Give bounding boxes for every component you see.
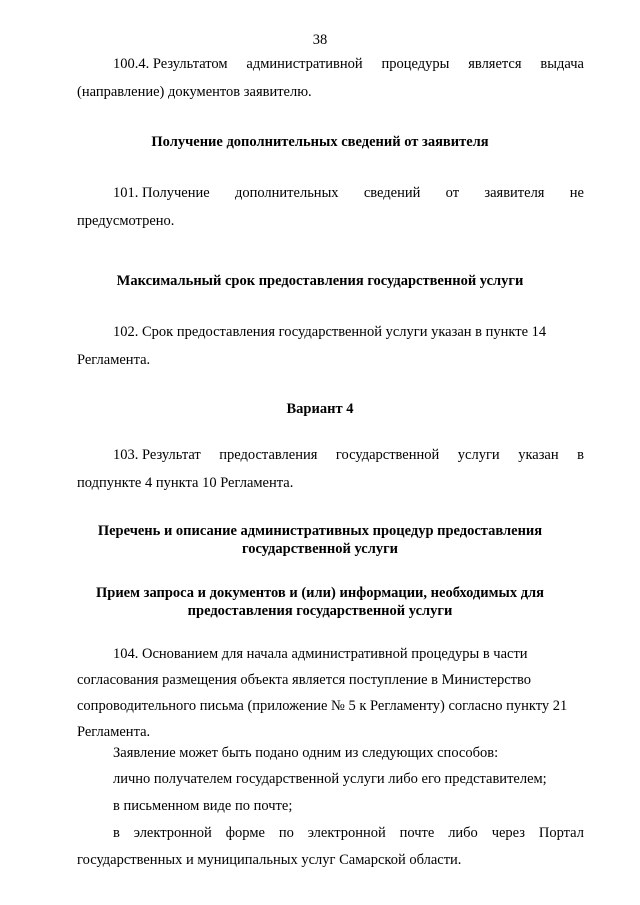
paragraph-103-line-1: 103. Результат предоставления государственной услуги указан в [113, 447, 584, 463]
paragraph-102-line-1: 102. Срок предоставления государственной услуги указан в пункте 14 [113, 324, 547, 340]
heading-max-term: Максимальный срок предоставления государственной услуги [116, 273, 524, 289]
heading-additional-info: Получение дополнительных сведений от заявителя [151, 134, 489, 150]
heading-procedures-list [60, 522, 580, 558]
paragraph-electronic-line-2: государственных и муниципальных услуг Самарской области. [77, 852, 462, 868]
paragraph-submission-ways [77, 744, 584, 762]
paragraph-100-4-line-1: 100.4. Результатом административной процедуры является выдача [113, 56, 584, 72]
heading-reception-line-2: предоставления государственной услуги [187, 603, 453, 619]
paragraph-101 [77, 184, 584, 230]
paragraph-102 [77, 323, 584, 369]
paragraph-mail [77, 797, 584, 815]
heading-procedures-list-line-2: государственной услуги [241, 541, 399, 557]
paragraph-103 [77, 446, 584, 492]
paragraph-mail-line: в письменном виде по почте; [113, 798, 293, 814]
paragraph-personal-line: лично получателем государственной услуги либо его представителем; [113, 771, 547, 787]
paragraph-104-line-4: Регламента. [77, 724, 151, 740]
page-number: 38 [312, 32, 328, 48]
paragraph-101-line-2: предусмотрено. [77, 213, 175, 229]
heading-reception-line-1: Прием запроса и документов и (или) информации, необходимых для [95, 585, 545, 601]
paragraph-electronic [77, 824, 584, 869]
paragraph-100-4-line-2: (направление) документов заявителю. [77, 84, 312, 100]
paragraph-104-line-2: согласования размещения объекта является поступление в Министерство [77, 672, 532, 688]
paragraph-personal [77, 770, 584, 788]
paragraph-electronic-line-1: в электронной форме по электронной почте либо через Портал [113, 825, 584, 841]
paragraph-104-line-3: сопроводительного письма (приложение № 5 к Регламенту) согласно пункту 21 [77, 698, 568, 714]
paragraph-102-line-2: Регламента. [77, 352, 151, 368]
paragraph-101-line-1: 101. Получение дополнительных сведений от заявителя не [113, 185, 584, 201]
paragraph-104-line-1: 104. Основанием для начала административной процедуры в части [113, 646, 528, 662]
heading-variant-4: Вариант 4 [286, 401, 354, 417]
paragraph-submission-ways-line: Заявление может быть подано одним из следующих способов: [113, 745, 499, 761]
paragraph-100-4 [77, 55, 584, 101]
heading-procedures-list-line-1: Перечень и описание административных процедур предоставления [97, 523, 543, 539]
heading-reception [60, 584, 580, 620]
paragraph-104 [77, 645, 584, 741]
paragraph-103-line-2: подпункте 4 пункта 10 Регламента. [77, 475, 294, 491]
